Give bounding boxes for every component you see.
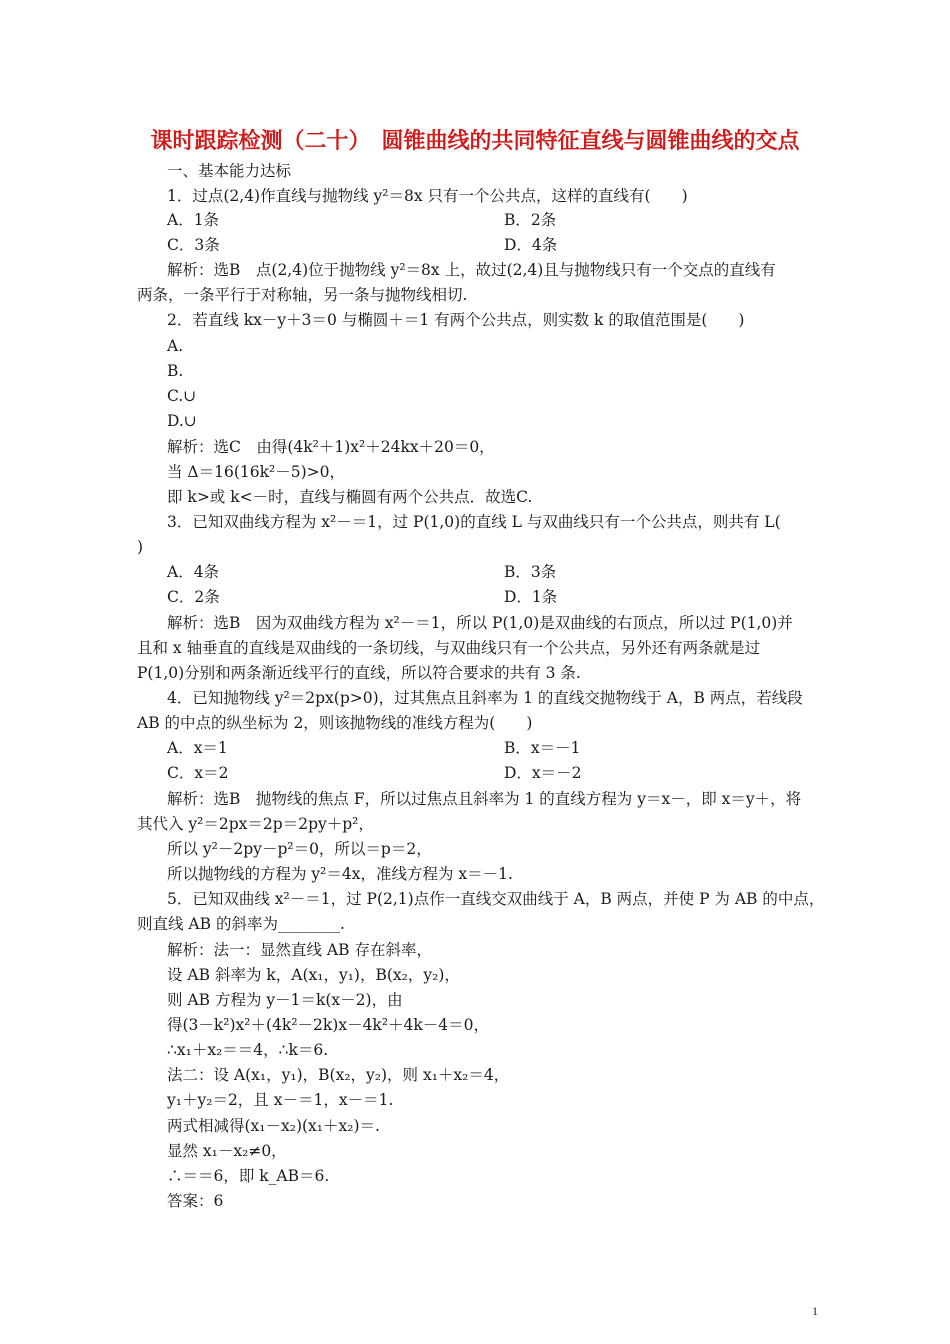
q3-solution-line: 解析：选B 因为双曲线方程为 x²－＝1，所以 P(1,0)是双曲线的右顶点，所以过 P(1,0)并 [167, 614, 793, 632]
q3-stem-continued: ) [137, 538, 144, 556]
q4-option-c: C．x＝2 [167, 764, 229, 782]
q2-solution-line: 解析：选C 由得(4k²＋1)x²＋24kx＋20＝0， [167, 438, 495, 456]
q5-solution-line: ∴＝＝6，即 k_AB＝6. [167, 1167, 330, 1185]
q3-option-a: A．4条 [167, 563, 220, 581]
q5-solution-line: ∴x₁＋x₂＝＝4，∴k＝6. [167, 1041, 329, 1059]
q4-solution-line: 所以抛物线的方程为 y²＝4x，准线方程为 x＝－1. [167, 865, 513, 883]
q2-option-a: A. [167, 337, 184, 355]
q5-solution-line: 设 AB 斜率为 k，A(x₁，y₁)，B(x₂，y₂)， [167, 966, 460, 984]
q1-option-b: B．2条 [504, 211, 557, 229]
q4-option-d: D．x＝－2 [504, 764, 582, 782]
q1-solution-line: 两条，一条平行于对称轴，另一条与抛物线相切. [137, 286, 468, 304]
q5-stem-continued: 则直线 AB 的斜率为________. [137, 915, 345, 933]
q2-stem: 2．若直线 kx－y＋3＝0 与椭圆＋＝1 有两个公共点，则实数 k 的取值范围是( ) [167, 311, 745, 329]
q1-stem: 1．过点(2,4)作直线与抛物线 y²＝8x 只有一个公共点，这样的直线有( ) [167, 187, 688, 205]
q4-option-b: B．x＝－1 [504, 739, 581, 757]
q5-solution-line: 法二：设 A(x₁，y₁)，B(x₂，y₂)，则 x₁＋x₂＝4， [167, 1066, 510, 1084]
q5-stem: 5．已知双曲线 x²－＝1，过 P(2,1)点作一直线交双曲线于 A，B 两点，并使 P 为 AB 的中点， [167, 890, 825, 908]
page-number: 1 [812, 1304, 818, 1318]
q5-solution-line: 解析：法一：显然直线 AB 存在斜率， [167, 941, 432, 959]
q5-solution-line: 则 AB 方程为 y－1＝k(x－2)，由 [167, 991, 403, 1009]
q5-solution-line: 两式相减得(x₁－x₂)(x₁＋x₂)＝. [167, 1117, 380, 1135]
q2-option-c: C.∪ [167, 387, 197, 405]
q1-solution-line: 解析：选B 点(2,4)位于抛物线 y²＝8x 上，故过(2,4)且与抛物线只有一个交点的直线有 [167, 261, 776, 279]
q1-option-a: A．1条 [167, 211, 220, 229]
q4-solution-line: 所以 y²－2py－p²＝0，所以＝p＝2， [167, 840, 432, 858]
q3-solution-line: 且和 x 轴垂直的直线是双曲线的一条切线，与双曲线只有一个公共点，另外还有两条就是过 [137, 639, 761, 657]
q3-option-c: C．2条 [167, 588, 220, 606]
q4-solution-line: 其代入 y²＝2px＝2p＝2py＋p²， [137, 815, 374, 833]
q4-solution-line: 解析：选B 抛物线的焦点 F，所以过焦点且斜率为 1 的直线方程为 y＝x－，即 x＝y＋，将 [167, 790, 802, 808]
q3-stem: 3．已知双曲线方程为 x²－＝1，过 P(1,0)的直线 L 与双曲线只有一个公共点，则共有 L( [167, 513, 781, 531]
q4-stem: 4．已知抛物线 y²＝2px(p>0)，过其焦点且斜率为 1 的直线交抛物线于 A，B 两点，若线段 [167, 689, 803, 707]
q3-option-d: D．1条 [504, 588, 558, 606]
q2-option-d: D.∪ [167, 412, 197, 430]
q5-answer: 答案：6 [167, 1192, 224, 1210]
q3-solution-line: P(1,0)分别和两条渐近线平行的直线，所以符合要求的共有 3 条. [137, 664, 581, 682]
section-heading: 一、基本能力达标 [167, 162, 292, 180]
q4-option-a: A．x＝1 [167, 739, 228, 757]
q1-option-c: C．3条 [167, 236, 220, 254]
page-title: 课时跟踪检测（二十） 圆锥曲线的共同特征直线与圆锥曲线的交点 [150, 129, 800, 154]
q5-solution-line: y₁＋y₂＝2，且 x－＝1，x－＝1. [167, 1091, 394, 1109]
q2-solution-line: 当 Δ＝16(16k²－5)>0， [167, 463, 345, 481]
q2-solution-line: 即 k>或 k<－时，直线与椭圆有两个公共点．故选C. [167, 488, 533, 506]
q5-solution-line: 得(3－k²)x²＋(4k²－2k)x－4k²＋4k－4＝0， [167, 1016, 490, 1034]
q3-option-b: B．3条 [504, 563, 557, 581]
q5-solution-line: 显然 x₁－x₂≠0， [167, 1142, 287, 1160]
q1-option-d: D．4条 [504, 236, 558, 254]
q4-stem-continued: AB 的中点的纵坐标为 2，则该抛物线的准线方程为( ) [137, 714, 533, 732]
q2-option-b: B. [167, 362, 184, 380]
